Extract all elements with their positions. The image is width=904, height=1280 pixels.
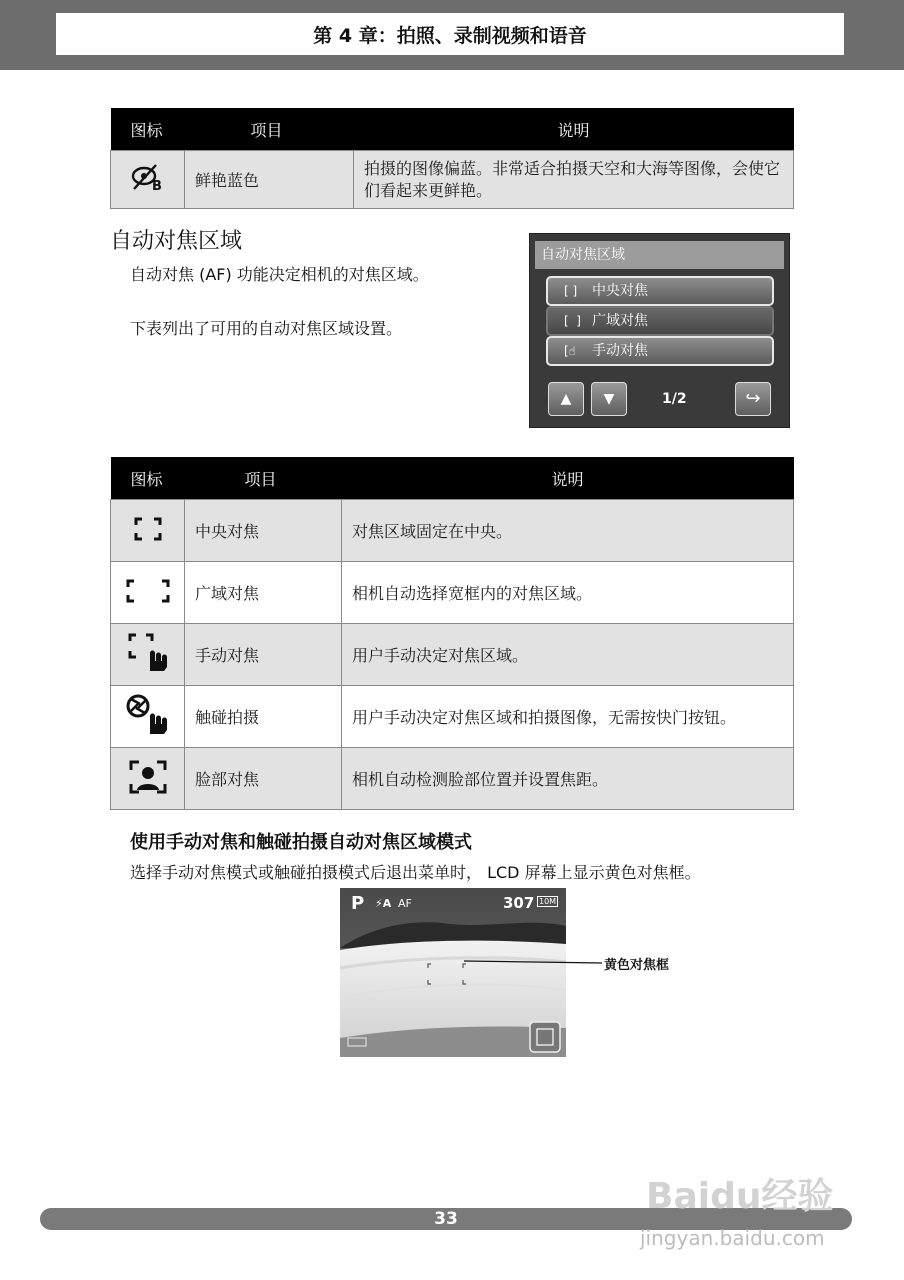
face-focus-icon xyxy=(111,748,185,810)
table-row xyxy=(111,624,794,686)
touch-shot-icon xyxy=(111,686,185,748)
flash-auto-indicator: ⚡A xyxy=(375,897,392,910)
svg-text:B: B xyxy=(151,178,162,193)
yellow-focus-frame-label: 黄色对焦框 xyxy=(604,958,670,973)
af-indicator: AF xyxy=(398,897,412,910)
item-name: 广域对焦 xyxy=(185,562,342,624)
watermark-url: jingyan.baidu.com xyxy=(640,1226,825,1250)
menu-item-center-focus[interactable] xyxy=(546,276,774,306)
section-table-intro: 下表列出了可用的自动对焦区域设置。 xyxy=(130,319,403,338)
shots-remaining: 307 xyxy=(503,894,535,912)
item-name: 触碰拍摄 xyxy=(185,686,342,748)
item-description: 相机自动选择宽框内的对焦区域。 xyxy=(342,562,794,624)
center-focus-icon: [ ] xyxy=(564,284,578,298)
vivid-blue-icon xyxy=(111,151,185,209)
item-description: 拍摄的图像偏蓝。非常适合拍摄天空和大海等图像，会使它们看起来更鲜艳。 xyxy=(354,151,794,209)
column-header-icon: 图标 xyxy=(111,457,185,500)
item-name: 脸部对焦 xyxy=(185,748,342,810)
color-mode-table xyxy=(110,108,794,209)
section-intro: 自动对焦 (AF) 功能决定相机的对焦区域。 xyxy=(130,265,429,284)
menu-item-label: 手动对焦 xyxy=(592,343,648,359)
table-row xyxy=(111,748,794,810)
item-description: 用户手动决定对焦区域。 xyxy=(342,624,794,686)
lcd-preview-photo xyxy=(340,888,566,1057)
table-row xyxy=(111,686,794,748)
column-header-item: 项目 xyxy=(185,108,354,151)
wide-focus-icon xyxy=(111,562,185,624)
column-header-description: 说明 xyxy=(342,457,794,500)
manual-focus-icon: [☝ xyxy=(564,344,576,358)
resolution-indicator: 10M xyxy=(539,897,557,906)
column-header-icon: 图标 xyxy=(111,108,185,151)
item-name: 手动对焦 xyxy=(185,624,342,686)
menu-page-indicator: 1/2 xyxy=(662,391,687,407)
page-number: 33 xyxy=(40,1208,852,1230)
item-name: 中央对焦 xyxy=(185,500,342,562)
callout-line xyxy=(464,958,604,968)
table-row xyxy=(111,500,794,562)
section-title: 自动对焦区域 xyxy=(110,229,243,254)
table-row xyxy=(111,151,794,209)
item-description: 对焦区域固定在中央。 xyxy=(342,500,794,562)
wide-focus-icon: [ ] xyxy=(564,314,581,328)
column-header-item: 项目 xyxy=(185,457,342,500)
watermark-brand: Baidu经验 xyxy=(646,1176,834,1217)
item-description: 用户手动决定对焦区域和拍摄图像，无需按快门按钮。 xyxy=(342,686,794,748)
chapter-title: 第 4 章：拍照、录制视频和语音 xyxy=(56,13,844,55)
back-button[interactable]: ↪ xyxy=(735,382,771,416)
table-row xyxy=(111,562,794,624)
shooting-mode: P xyxy=(351,893,365,914)
item-name: 鲜艳蓝色 xyxy=(185,151,354,209)
subsection-body: 选择手动对焦模式或触碰拍摄模式后退出菜单时， LCD 屏幕上显示黄色对焦框。 xyxy=(130,863,701,882)
scroll-down-button[interactable]: ▼ xyxy=(591,382,627,416)
table-header-row xyxy=(111,108,794,151)
center-focus-icon xyxy=(111,500,185,562)
menu-item-manual-focus[interactable] xyxy=(546,336,774,366)
scroll-up-button[interactable]: ▲ xyxy=(548,382,584,416)
af-area-table xyxy=(110,457,794,810)
subsection-title: 使用手动对焦和触碰拍摄自动对焦区域模式 xyxy=(130,832,472,853)
item-description: 相机自动检测脸部位置并设置焦距。 xyxy=(342,748,794,810)
table-header-row xyxy=(111,457,794,500)
menu-item-label: 中央对焦 xyxy=(592,283,648,299)
camera-menu-title: 自动对焦区域 xyxy=(535,241,784,269)
menu-item-label: 广域对焦 xyxy=(592,313,648,329)
manual-focus-icon xyxy=(111,624,185,686)
camera-menu-screen xyxy=(529,233,790,428)
column-header-description: 说明 xyxy=(354,108,794,151)
menu-item-wide-focus[interactable] xyxy=(546,306,774,336)
